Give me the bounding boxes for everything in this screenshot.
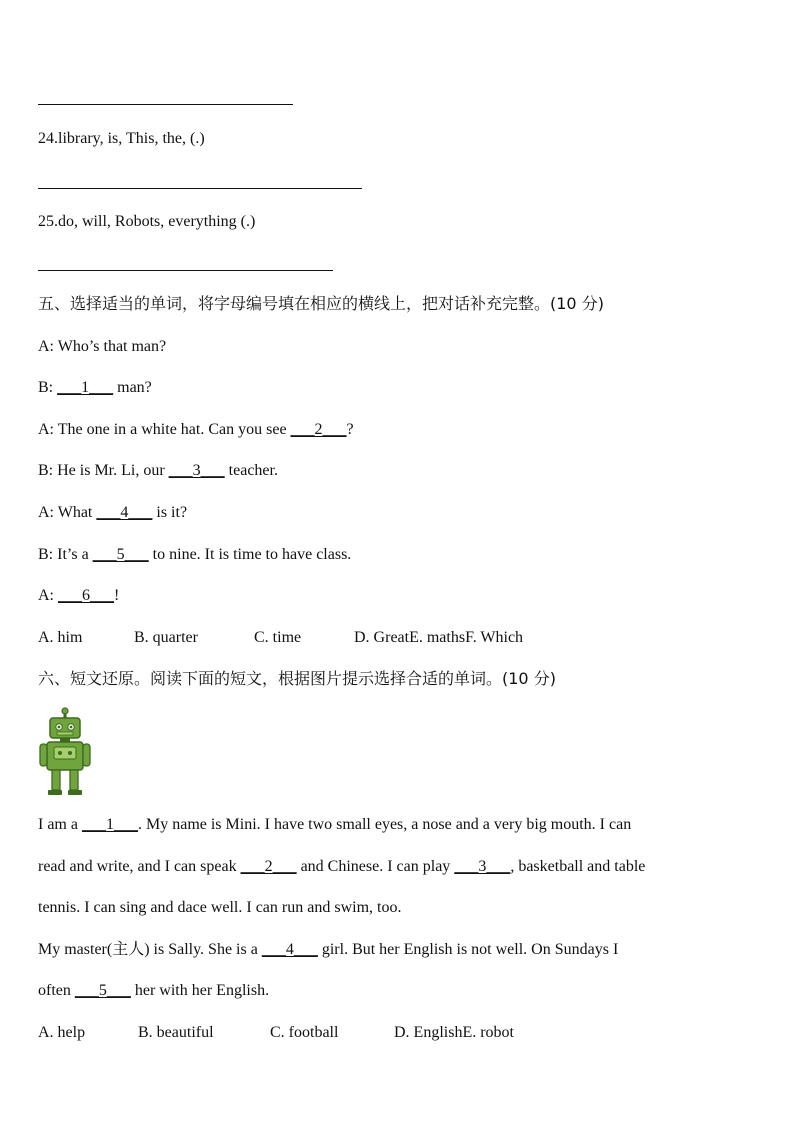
passage-text: read and write, and I can speak [38,858,241,875]
dialog-text: man? [113,379,152,396]
passage-text: her with her English. [130,982,270,999]
passage-blank-4[interactable]: ___4___ [261,941,318,958]
passage-text: , basketball and table [510,858,646,875]
option-d-e: D. EnglishE. robot [394,1024,514,1041]
speaker: B: [38,462,58,479]
option-d-e-f: D. GreatE. mathsF. Which [354,629,524,646]
dialog-text: The one in a white hat. Can you see [57,421,291,438]
robot-image [38,707,92,797]
speaker: B: [38,546,58,563]
blank-4[interactable]: ___4___ [96,504,153,521]
blank-6[interactable]: ___6___ [58,587,114,604]
speaker: A: [38,421,58,438]
section-6-options [38,1023,514,1043]
option-c: C. time [254,629,302,646]
answer-line-24[interactable] [38,188,362,189]
option-b: B. quarter [134,629,198,646]
dialog-line-4 [38,461,278,481]
section-5-options [38,628,523,648]
option-a: A. help [38,1024,86,1041]
dialog-text: is it? [152,504,188,521]
dialog-text: What [57,504,97,521]
passage-blank-1[interactable]: ___1___ [81,816,138,833]
answer-line-23[interactable] [38,104,293,105]
passage-line-2 [38,857,645,877]
dialog-line-5 [38,503,187,523]
question-24: 24.library, is, This, the, (.) [38,130,205,147]
dialog-text: teacher. [224,462,278,479]
passage-text: . My name is Mini. I have two small eyes, a nose and a very big mouth. I can [137,816,632,833]
blank-2[interactable]: ___2___ [290,421,347,438]
option-c: C. football [270,1024,339,1041]
passage-blank-3[interactable]: ___3___ [454,858,511,875]
option-b: B. beautiful [138,1024,214,1041]
dialog-text: ? [346,421,354,438]
speaker: A: [38,504,58,521]
passage-text: My master(主人) is Sally. She is a [38,941,262,958]
passage-text: and Chinese. I can play [296,858,455,875]
passage-line-3: tennis. I can sing and dace well. I can run and swim, too. [38,899,402,916]
dialog-text: He is Mr. Li, our [57,462,169,479]
dialog-text: ! [114,587,120,604]
passage-text: often [38,982,75,999]
speaker: A: [38,587,58,604]
dialog-line-1 [38,337,166,357]
speaker: A: [38,338,58,355]
passage-text: girl. But her English is not well. On Sundays I [317,941,619,958]
blank-5[interactable]: ___5___ [92,546,149,563]
question-25: 25.do, will, Robots, everything (.) [38,213,256,230]
speaker: B: [38,379,58,396]
dialog-text: to nine. It is time to have class. [148,546,352,563]
dialog-line-3 [38,420,354,440]
passage-line-1 [38,815,631,835]
blank-1[interactable]: ___1___ [57,379,114,396]
dialog-line-7 [38,586,119,606]
passage-blank-2[interactable]: ___2___ [240,858,297,875]
section-6-title: 六、短文还原。阅读下面的短文，根据图片提示选择合适的单词。(10 分) [38,669,556,688]
robot-icon [40,708,90,795]
blank-3[interactable]: ___3___ [168,462,225,479]
passage-line-5 [38,981,269,1001]
dialog-text: It’s a [57,546,93,563]
option-a: A. him [38,629,83,646]
passage-text: I am a [38,816,82,833]
dialog-text: Who’s that man? [57,338,167,355]
passage-blank-5[interactable]: ___5___ [74,982,131,999]
dialog-line-6 [38,545,351,565]
dialog-line-2 [38,378,152,398]
passage-line-4 [38,940,618,960]
section-5-title: 五、选择适当的单词，将字母编号填在相应的横线上，把对话补充完整。(10 分) [38,294,604,313]
answer-line-25[interactable] [38,270,333,271]
